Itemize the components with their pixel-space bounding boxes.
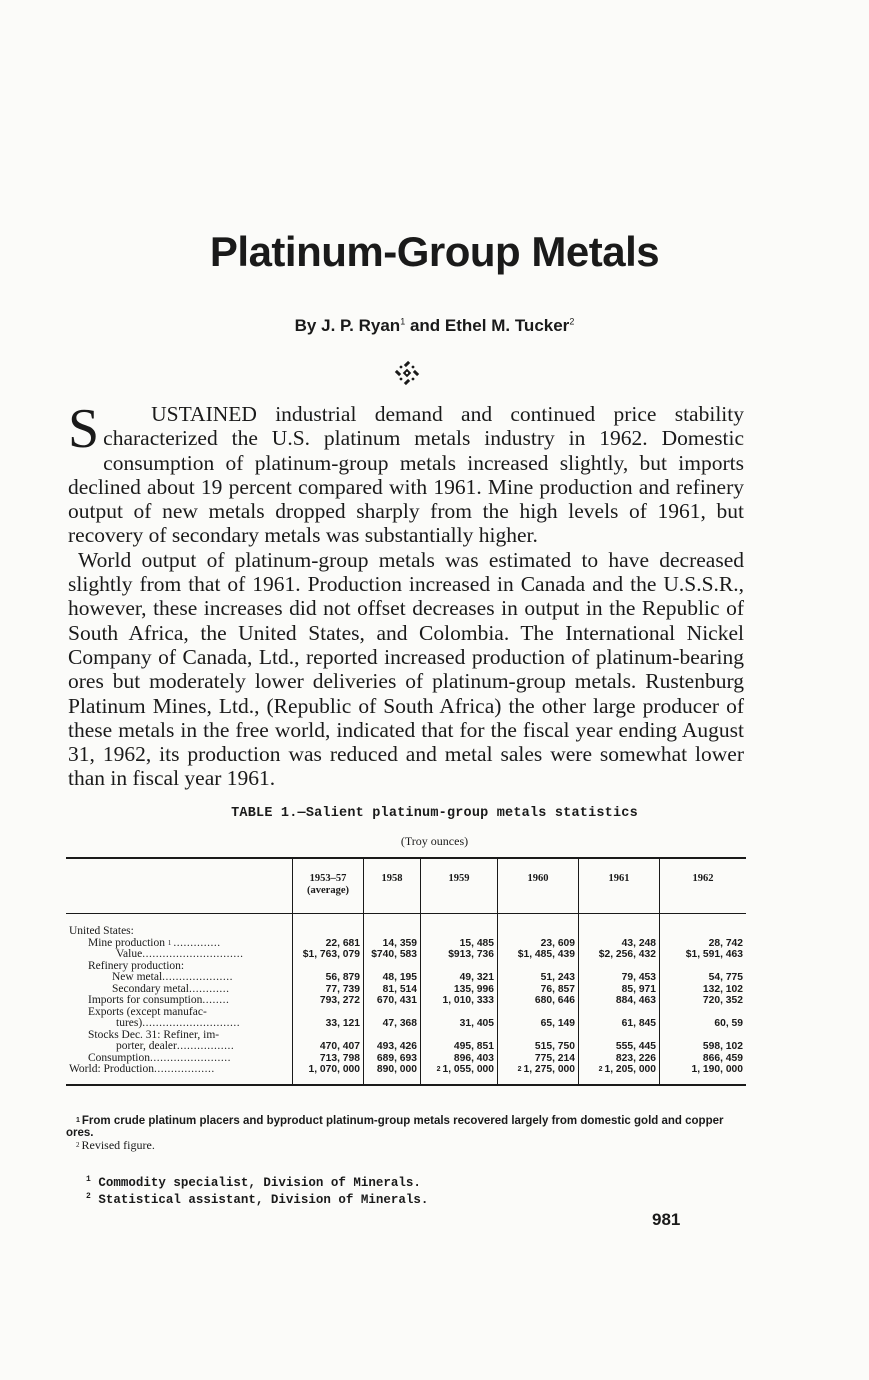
table-cell: 1, 070, 000 (293, 1064, 364, 1085)
table-cell: 823, 226 (579, 1053, 660, 1065)
table-title: TABLE 1.—Salient platinum-group metals statistics (231, 806, 638, 821)
table-cell: 14, 359 (364, 938, 421, 950)
table-header-row (66, 858, 746, 914)
author-2-footnote-mark: 2 (569, 316, 575, 327)
row-label: World: Production.................. (66, 1064, 293, 1085)
author-footnotes (86, 1173, 428, 1207)
row-label: United States: (69, 925, 134, 937)
table-cell: $2, 256, 432 (579, 949, 660, 961)
table-cell: 77, 739 (293, 984, 364, 996)
header-col-1960: 1960 (498, 858, 579, 914)
table-cell: 54, 775 (660, 972, 747, 984)
table-cell: 43, 248 (579, 938, 660, 950)
byline-and: and (409, 316, 441, 335)
row-label: Imports for consumption........ (88, 994, 230, 1006)
header-col-1961: 1961 (579, 858, 660, 914)
ornament-icon (394, 360, 420, 386)
table-cell: 493, 426 (364, 1041, 421, 1053)
author-footnote-1: $^1$ Commodity specialist, Division of Minerals. (86, 1175, 421, 1191)
table-cell: 33, 121 (293, 1018, 364, 1030)
drop-cap: S (68, 398, 100, 460)
row-label: tures)............................. (116, 1017, 241, 1029)
table-cell: 884, 463 (579, 995, 660, 1007)
page-title: Platinum-Group Metals (209, 228, 660, 275)
table-footnote-2: $^2$ Revised figure. (76, 1138, 155, 1152)
table-cell: 1, 190, 000 (660, 1064, 747, 1085)
table-cell: 76, 857 (498, 984, 579, 996)
author-1: J. P. Ryan (321, 316, 401, 335)
table-footnote-1: $^1$ From crude platinum placers and byproduct platinum-group metals recovered largely from domestic gold and copper ores. (66, 1115, 724, 1139)
byline-prefix: By (294, 316, 317, 335)
table-cell: $913, 736 (421, 949, 498, 961)
header-col-1958: 1958 (364, 858, 421, 914)
table-cell: 1, 010, 333 (421, 995, 498, 1007)
table-cell: $1, 591, 463 (660, 949, 747, 961)
table-cell: $^2$ 1, 275, 000 (498, 1064, 579, 1085)
table-cell: 135, 996 (421, 984, 498, 996)
page-number: 981 (652, 1210, 681, 1229)
row-label: Exports (except manufac- (88, 1005, 207, 1018)
table-cell: 689, 693 (364, 1053, 421, 1065)
table-cell: 49, 321 (421, 972, 498, 984)
table-cell: 720, 352 (660, 995, 747, 1007)
author-2: Ethel M. Tucker (444, 316, 570, 335)
row-label: porter, dealer................. (116, 1040, 235, 1052)
table-cell: 670, 431 (364, 995, 421, 1007)
table-cell: 85, 971 (579, 984, 660, 996)
table-cell: 793, 272 (293, 995, 364, 1007)
table-cell: 61, 845 (579, 1018, 660, 1030)
header-col-1962: 1962 (660, 858, 747, 914)
table-cell: 47, 368 (364, 1018, 421, 1030)
table-cell: $1, 485, 439 (498, 949, 579, 961)
author-1-footnote-mark: 1 (400, 316, 406, 327)
table-cell: 22, 681 (293, 938, 364, 950)
row-label: Secondary metal............ (112, 982, 230, 995)
table-cell: $^2$ 1, 055, 000 (421, 1064, 498, 1085)
table-cell: 15, 485 (421, 938, 498, 950)
table-cell: 515, 750 (498, 1041, 579, 1053)
row-label: Value.............................. (116, 948, 244, 960)
table-cell: 470, 407 (293, 1041, 364, 1053)
table-cell: 48, 195 (364, 972, 421, 984)
table-cell: 713, 798 (293, 1053, 364, 1065)
header-blank (66, 858, 293, 914)
table-cell: 65, 149 (498, 1018, 579, 1030)
table-cell: 680, 646 (498, 995, 579, 1007)
table-cell: 132, 102 (660, 984, 747, 996)
statistics-table (66, 857, 746, 1086)
table-cell: $740, 583 (364, 949, 421, 961)
row-label: Stocks Dec. 31: Refiner, im- (88, 1028, 220, 1041)
row-label: Consumption........................ (88, 1051, 231, 1064)
table-cell: 555, 445 (579, 1041, 660, 1053)
table-row (66, 995, 746, 1007)
table-cell: 79, 453 (579, 972, 660, 984)
table-cell: $1, 763, 079 (293, 949, 364, 961)
table-cell: 890, 000 (364, 1064, 421, 1085)
paragraph-2: World output of platinum-group metals was estimated to have decreased slightly from that of 1961. Production increased in Canada and the U.S.S.R., however, these increases did not offset decreases in output in the Republic of South Africa, the United States, and Colombia. The International Nickel Company of Canada, Ltd., reported increased production of platinum-bearing ores but moderately lower deliveries of platinum-group metals. Rustenburg Platinum Mines, Ltd., (Republic of South Africa) the other large producer of these metals in the free world, indicated that for the fiscal year ending August 31, 1962, its production was reduced and metal sales were somewhat lower than in fiscal year 1961. (68, 547, 744, 791)
table-cell: 31, 405 (421, 1018, 498, 1030)
paragraph-1 (68, 398, 744, 548)
table-cell: 23, 609 (498, 938, 579, 950)
table-cell: 60, 59 (660, 1018, 747, 1030)
table-cell: $^2$ 1, 205, 000 (579, 1064, 660, 1085)
table-cell: 775, 214 (498, 1053, 579, 1065)
row-label: Mine production $^1$ .............. (88, 936, 221, 949)
author-footnote-2: $^2$ Statistical assistant, Division of Minerals. (86, 1192, 429, 1208)
table-cell: 56, 879 (293, 972, 364, 984)
header-col-1959: 1959 (421, 858, 498, 914)
table-cell: 598, 102 (660, 1041, 747, 1053)
header-col-1953-57: 1953–57 (average) (293, 858, 364, 914)
table-row (66, 914, 746, 927)
paragraph-1-text: USTAINED industrial demand and continued price stability characterized the U.S. platinum metals industry in 1962. Domestic consumption of platinum-group metals increased slightly, but imports declined about 19 percent compared with 1961. Mine production and refinery output of new metals dropped sharply from the high levels of 1961, but recovery of secondary metals was substantially higher. (68, 402, 744, 548)
table-row (66, 926, 746, 938)
row-label: New metal..................... (112, 971, 234, 983)
table-cell: 51, 243 (498, 972, 579, 984)
table-cell: 495, 851 (421, 1041, 498, 1053)
table-unit: (Troy ounces) (400, 834, 469, 848)
table-row (66, 1018, 746, 1030)
row-label: Refinery production: (88, 959, 185, 972)
byline (0, 316, 869, 336)
table-cell: 896, 403 (421, 1053, 498, 1065)
table-cell: 866, 459 (660, 1053, 747, 1065)
table-cell: 28, 742 (660, 938, 747, 950)
table-cell: 81, 514 (364, 984, 421, 996)
table-row (66, 949, 746, 961)
table-footnotes (66, 1115, 746, 1151)
body-text (68, 398, 744, 791)
table-row (66, 1064, 746, 1085)
